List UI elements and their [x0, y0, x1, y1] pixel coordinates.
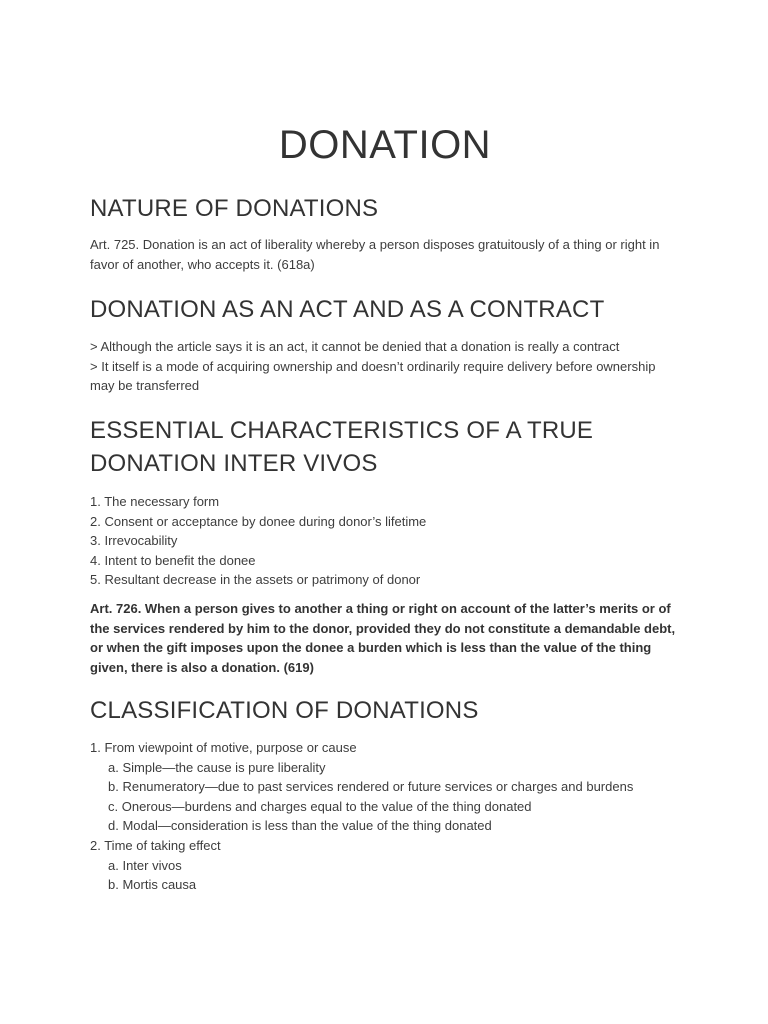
list-item: b. Renumeratory—due to past services rendered or future services or charges and burdens: [108, 779, 634, 795]
list-item: 3. Irrevocability: [90, 533, 178, 549]
list-item: 5. Resultant decrease in the assets or patrimony of donor: [90, 572, 421, 588]
list-item: a. Inter vivos: [108, 857, 182, 873]
section-essential: [90, 414, 680, 677]
list-item: 2. Consent or acceptance by donee during donor’s lifetime: [90, 513, 427, 529]
list-item: c. Onerous—burdens and charges equal to the value of the thing donated: [108, 798, 532, 814]
section-nature: [90, 192, 680, 274]
article-726-text: Art. 726. When a person gives to another a thing or right on account of the latter’s merits or of the services rendered by him to the donor, provided they do not constitute a demandable debt, or when the gift imposes upon the donee a burden which is less than the value of the thing given, there is also a donation. (619): [90, 600, 676, 675]
section-heading-classification: CLASSIFICATION OF DONATIONS: [90, 697, 479, 724]
list-item: 1. From viewpoint of motive, purpose or cause: [90, 740, 357, 755]
section-act-contract: [90, 293, 680, 396]
section-heading-nature: NATURE OF DONATIONS: [90, 195, 379, 222]
list-item: 4. Intent to benefit the donee: [90, 552, 256, 568]
page-title: DONATION: [278, 123, 492, 167]
essential-list: [90, 492, 680, 590]
list-item: 1. The necessary form: [90, 494, 220, 509]
section-heading-essential: ESSENTIAL CHARACTERISTICS OF A TRUE DONATION INTER VIVOS: [90, 417, 594, 477]
section-classification: [90, 694, 680, 895]
list-item: d. Modal—consideration is less than the value of the thing donated: [108, 818, 492, 834]
list-item: a. Simple—the cause is pure liberality: [108, 759, 326, 775]
list-item: b. Mortis causa: [108, 877, 197, 893]
act-contract-line-2: > It itself is a mode of acquiring ownership and doesn’t ordinarily require delivery before ownership may be transferred: [90, 358, 656, 394]
classification-list: [90, 738, 680, 895]
list-item: 2. Time of taking effect: [90, 837, 221, 853]
section-heading-act-contract: DONATION AS AN ACT AND AS A CONTRACT: [90, 296, 605, 323]
article-725-text: Art. 725. Donation is an act of liberality whereby a person disposes gratuitously of a thing or right in favor of another, who accepts it. (618a): [90, 237, 660, 272]
act-contract-line-1: > Although the article says it is an act, it cannot be denied that a donation is really a contract: [90, 339, 620, 354]
